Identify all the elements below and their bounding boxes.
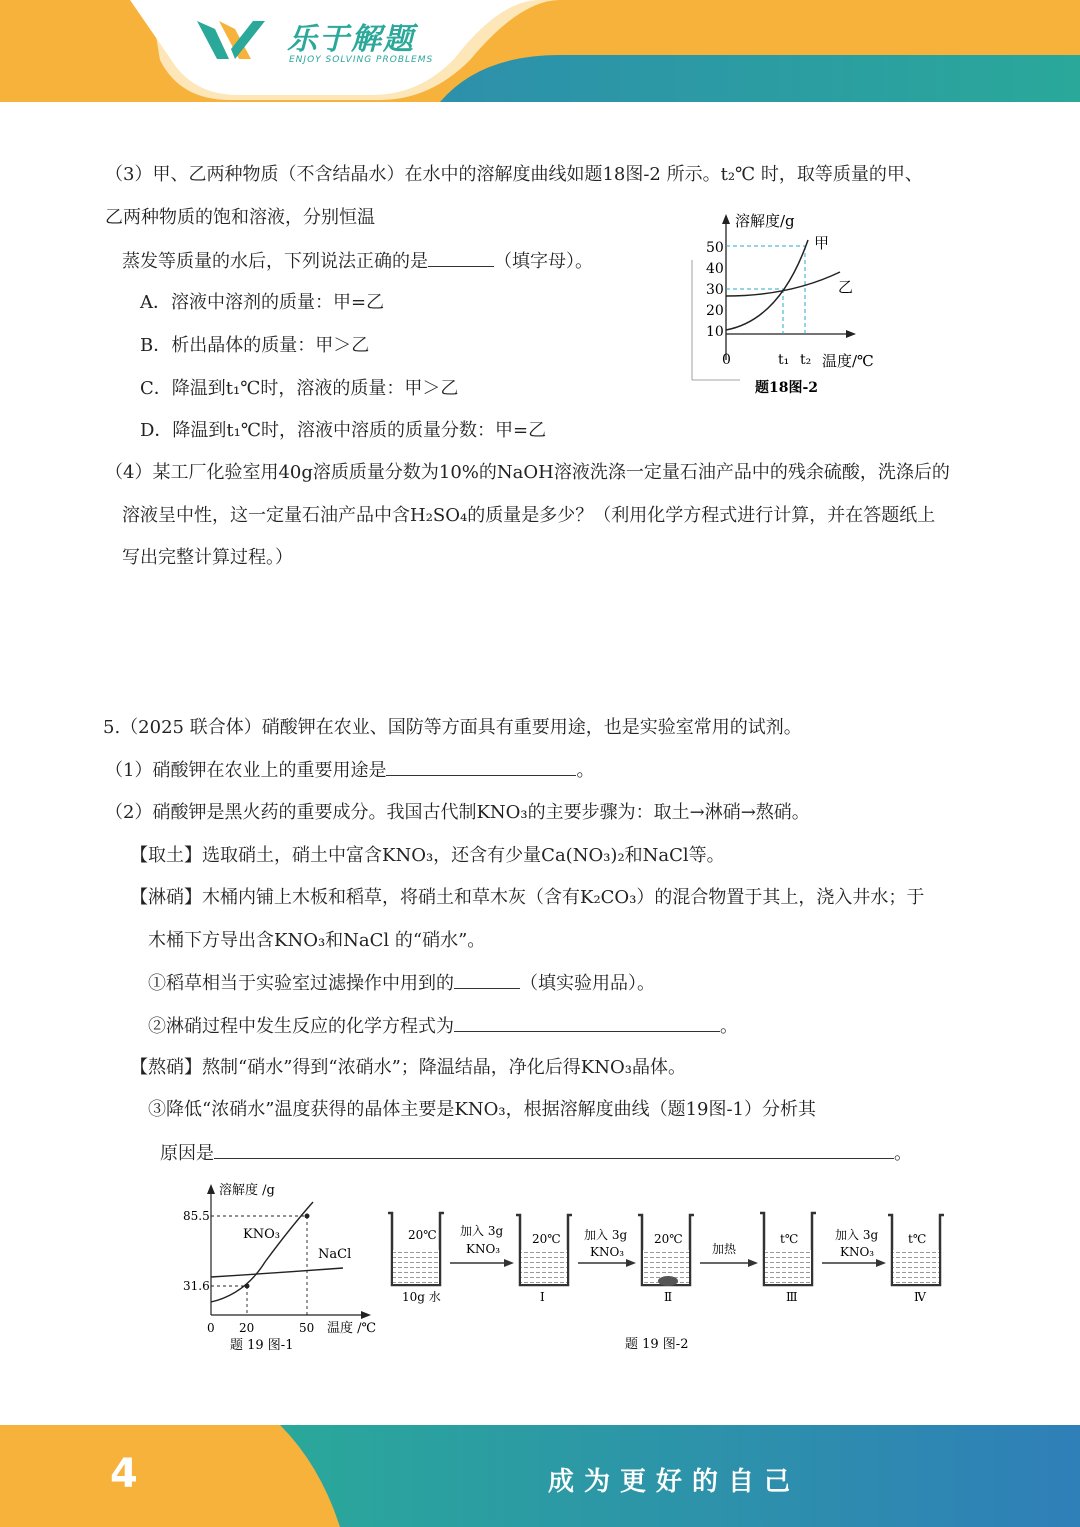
beaker-label: 10g 水 [402,1290,441,1304]
fig19-1-caption: 题 19 图-1 [230,1338,294,1353]
q5-part2: （2）硝酸钾是黑火药的重要成分。我国古代制KNO₃的主要步骤为：取土→淋硝→熬硝。 [105,802,810,823]
q4-part4-line1: （4）某工厂化验室用40g溶质质量分数为10%的NaOH溶液洗涤一定量石油产品中的残余硫酸，洗涤后的 [105,462,950,483]
q5-sub1-text: ①稻草相当于实验室过滤操作中用到的 [148,973,454,994]
arrow-label-1: 加入 3g [460,1224,504,1238]
fig18-ytick: 40 [706,261,724,277]
q5-step1: 【取土】选取硝土，硝土中富含KNO₃，还含有少量Ca(NO₃)₂和NaCl等。 [130,845,725,866]
fig18-ytick: 20 [706,303,724,319]
fig18-ytick: 10 [706,324,724,340]
logo-title: 乐于解题 [287,22,415,57]
q4-part4-line3: 写出完整计算过程。） [122,547,293,568]
footer-slogan: 成为更好的自己 [548,1467,801,1497]
arrow-label-1: 加入 3g [835,1228,879,1242]
fig19-2-caption: 题 19 图-2 [625,1337,689,1352]
q5-sub2-text: ②淋硝过程中发生反应的化学方程式为 [148,1016,454,1037]
q5-part1 [105,757,594,784]
q5-part1-text: （1）硝酸钾在农业上的重要用途是 [105,760,387,781]
beaker-5 [888,1215,944,1304]
beaker-label: Ⅰ [540,1290,545,1304]
fig18-series-jia: 甲 [814,234,830,252]
fig18-xtick-t2: t₂ [800,352,812,368]
q5-sub3-line1: ③降低“浓硝水”温度获得的晶体主要是KNO₃，根据溶解度曲线（题19图-1）分析其 [148,1099,817,1120]
q4-part3-line3-tail: （填字母）。 [494,251,593,272]
q5-step2-line1: 【淋硝】木桶内铺上木板和稻草，将硝土和草木灰（含有K₂CO₃）的混合物置于其上，浇入井水；于 [130,887,925,908]
fig19-1-xtick: 20 [239,1321,255,1335]
answer-blank[interactable] [454,1013,720,1032]
beaker-temp: 20℃ [532,1232,561,1246]
q4-part3-line1: （3）甲、乙两种物质（不含结晶水）在水中的溶解度曲线如题18图-2 所示。t₂℃ 时，取等质量的甲、 [105,164,923,185]
arrow-4 [822,1227,886,1267]
fig18-series-yi: 乙 [838,278,854,296]
beaker-label: Ⅲ [786,1290,798,1304]
q4-part3-line3 [122,248,593,275]
beaker-temp: 20℃ [408,1228,437,1242]
beaker-1 [388,1213,444,1304]
fig19-1-yval: 31.6 [183,1279,210,1293]
option-c: C．降温到t₁℃时，溶液的质量：甲＞乙 [140,378,459,399]
q5-title: 5.（2025 联合体）硝酸钾在农业、国防等方面具有重要用途，也是实验室常用的试剂。 [103,717,802,738]
fig18-origin: 0 [722,352,731,368]
fig19-1-series-kno3: KNO₃ [243,1227,280,1242]
answer-blank[interactable] [386,757,576,776]
option-d: D．降温到t₁℃时，溶液中溶质的质量分数：甲=乙 [140,420,547,441]
q5-step3: 【熬硝】熬制“硝水”得到“浓硝水”；降温结晶，净化后得KNO₃晶体。 [130,1057,686,1078]
arrow-label-1: 加入 3g [584,1228,628,1242]
fig19-1-xtick: 50 [299,1321,315,1335]
fig18-xlabel: 温度/℃ [822,352,874,370]
fig19-1-yval: 85.5 [183,1209,210,1223]
fig19-1-chart [175,1180,390,1355]
option-a: A．溶液中溶剂的质量：甲=乙 [140,292,385,313]
beaker-label: Ⅱ [664,1290,673,1304]
footer-banner [0,1425,1080,1527]
page-number: 4 [110,1451,138,1497]
fig18-xtick-t1: t₁ [778,352,790,368]
fig19-2-diagram [380,1195,960,1370]
beaker-temp: 20℃ [654,1232,683,1246]
page-header [0,0,1080,115]
fig18-chart [690,210,890,395]
fig19-1-ylabel: 溶解度 /g [219,1183,275,1198]
q5-period: 。 [576,760,595,781]
q4-part3-line3-text: 蒸发等质量的水后，下列说法正确的是 [122,251,428,272]
beaker-temp: t℃ [908,1232,927,1246]
option-b: B．析出晶体的质量：甲＞乙 [140,335,370,356]
header-banner [0,0,1080,115]
fig19-1-origin: 0 [207,1321,215,1335]
arrow-label-2: KNO₃ [590,1245,625,1259]
logo-icon [195,15,275,65]
answer-blank[interactable] [428,248,494,267]
fig19-1-series-nacl: NaCl [318,1247,352,1262]
fig18-ytick: 30 [706,282,724,298]
fig18-caption: 题18图-2 [755,380,819,395]
beaker-3 [638,1215,694,1304]
page-footer [0,1425,1080,1527]
q5-sub2 [148,1013,738,1040]
q4-part3-line2: 乙两种物质的饱和溶液，分别恒温 [105,207,375,228]
arrow-1 [450,1223,514,1267]
fig18-ylabel: 溶解度/g [735,212,795,230]
arrow-3 [700,1241,758,1267]
beaker-temp: t℃ [780,1232,799,1246]
q5-period: 。 [720,1016,738,1037]
q5-sub1-tail: （填实验用品）。 [520,973,655,994]
q5-period: 。 [894,1143,912,1164]
q5-sub3-line2-text: 原因是 [160,1143,214,1164]
beaker-2 [516,1215,572,1304]
q5-sub1 [148,970,655,997]
beaker-4 [760,1213,816,1304]
fig19-1-xlabel: 温度 /℃ [327,1321,377,1336]
arrow-label-1: 加热 [712,1242,737,1256]
q5-sub3-line2 [160,1140,912,1167]
answer-blank[interactable] [454,970,520,989]
arrow-label-2: KNO₃ [466,1242,501,1256]
q5-step2-line2: 木桶下方导出含KNO₃和NaCl 的“硝水”。 [148,930,486,951]
arrow-2 [578,1227,636,1267]
beaker-label: Ⅳ [914,1290,926,1304]
arrow-label-2: KNO₃ [840,1245,875,1259]
q4-part4-line2: 溶液呈中性，这一定量石油产品中含H₂SO₄的质量是多少？（利用化学方程式进行计算，并在答题纸上 [122,505,936,526]
answer-blank[interactable] [214,1140,894,1159]
fig18-ytick: 50 [706,240,724,256]
logo-subtitle: ENJOY SOLVING PROBLEMS [289,55,434,65]
